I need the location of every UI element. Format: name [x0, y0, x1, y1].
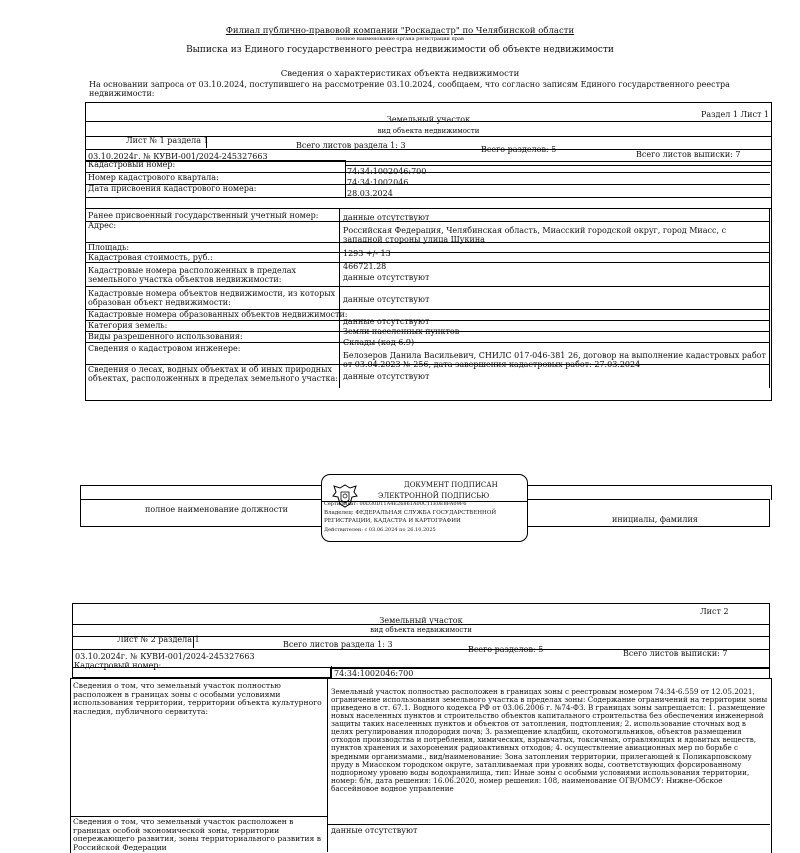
stamp-valid: Действителен: с 03.06.2024 по 26.10.2025: [324, 527, 436, 533]
cadastral-cost-label: Кадастровая стоимость, руб.:: [88, 253, 213, 262]
page1-doc-number: 03.10.2024г. № КУВИ-001/2024-245327663: [88, 152, 268, 161]
zone-info-label: Сведения о том, что земельный участок полностью расположен в границах зоны с особыми условиями использования территории, территории объекта культурного наследия, публичного сервитута:: [73, 681, 322, 717]
source-objects-label: Кадастровые номера объектов недвижимости, из которых образован объект недвижимости:: [88, 289, 336, 308]
natural-objects-value: данные отсутствуют: [343, 372, 430, 381]
page1-sheet-info: Лист № 1 раздела 1: [126, 136, 209, 145]
natural-objects-label: Сведения о лесах, водных объектах и об иных природных объектах, расположенных в пределах земельного участка:: [88, 365, 338, 384]
section-title: Сведения о характеристиках объекта недвижимости: [280, 69, 520, 79]
stamp-owner-1: Владелец: ФЕДЕРАЛЬНАЯ СЛУЖБА ГОСУДАРСТВЕННОЙ: [324, 510, 497, 516]
intro-text: На основании запроса от 03.10.2024, поступившего на рассмотрение 03.10.2024, сообщаем, что согласно записям Единого государственного реестра недвижимости:: [89, 80, 730, 99]
engineer-value: Белозеров Данила Васильевич, СНИЛС 017-046-381 26, договор на выполнение кадастровых работ от 03.04.2023 № 256, дата завершения кадастровых работ: 27.03.2024: [343, 351, 766, 370]
assign-date-label: Дата присвоения кадастрового номера:: [88, 184, 257, 193]
area-value: 1293 +/- 13: [343, 249, 391, 258]
contained-objects-value: данные отсутствуют: [343, 273, 430, 282]
address-label: Адрес:: [88, 221, 117, 230]
page2-header-table: [72, 603, 770, 668]
page2-sheet-info: Лист № 2 раздела 1: [117, 635, 200, 644]
page1-sheets-total: Всего листов выписки: 7: [636, 150, 741, 159]
prev-number-label: Ранее присвоенный государственный учетный номер:: [88, 211, 319, 220]
contained-objects-label: Кадастровые номера расположенных в пределах земельного участка объектов недвижимости:: [88, 266, 297, 285]
address-value: Российская Федерация, Челябинская область, Миасский городской округ, город Миасс, с западной стороны улица Щукина: [343, 226, 727, 245]
formed-objects-value: данные отсутствуют: [343, 317, 430, 326]
cadastral-number-value: 74:34:1002046:700: [347, 167, 427, 176]
engineer-label: Сведения о кадастровом инженере:: [88, 344, 241, 353]
page1-sections-total: Всего разделов: 5: [481, 145, 557, 154]
sez-label: Сведения о том, что земельный участок расположен в границах особой экономической зоны, территории опережающего развития, зоны территориального развития в Российской Федерации: [73, 818, 321, 852]
document-title: Выписка из Единого государственного реестра недвижимости об объекте недвижимости: [186, 45, 614, 55]
cadastral-number-label: Кадастровый номер:: [88, 160, 176, 169]
page2-sheets-total: Всего листов выписки: 7: [623, 649, 728, 658]
source-objects-value: данные отсутствуют: [343, 295, 430, 304]
permitted-use-label: Виды разрешенного использования:: [88, 332, 243, 341]
quarter-number-value: 74:34:1002046: [347, 178, 409, 187]
permitted-use-value: Склады (код 6.9): [343, 338, 415, 347]
page2-doc-number: 03.10.2024г. № КУВИ-001/2024-245327663: [75, 652, 255, 661]
page2-sheet: Лист 2: [700, 607, 729, 616]
organization-name: Филиал публично-правовой компании "Роскадастр" по Челябинской области: [225, 26, 575, 36]
name-caption: инициалы, фамилия: [612, 515, 698, 524]
page1-section-sheet: Раздел 1 Лист 1: [701, 110, 769, 119]
organization-caption: полное наименование органа регистрации прав: [336, 36, 464, 42]
zone-info-value: Земельный участок полностью расположен в границах зоны с реестровым номером 74:34-6.559 от 12.05.2021, ограничение использования земельного участка в пределах зоны: Содержание ограничений на территории зоны приведено в ст. 67.1. Водного кодекса РФ от 03.06.2006 г. №74-ФЗ. В границах зоны запрещается: 1. размещение новых населенных пунктов и строительство объектов капитального строительства без обеспечения инженерной защиты таких населенных пунктов и объектов от затопления, подтопления; 2. использование сточных вод в целях регулирования плодородия почв; 3. размещение кладбищ, скотомогильников, объектов размещения отходов производства и потребления, химических, взрывчатых, токсичных, отравляющих и ядовитых веществ, пунктов хранения и захоронения радиоактивных отходов; 4. осуществление авиационных мер по борьбе с вредными организмами., вид/наименование: Зона затопления территории, прилегающей к Поликарповскому пруду в Миасском городском округе, затапливаемая при уровнях воды, соответствующих форсированному подпорному уровню воды водохранилища, тип: Иные зоны с особыми условиями использования территории, номер: б/н, дата решения: 16.06.2020, номер решения: 108, наименование ОГВ/ОМСУ: Нижне-Обское бассейновое водное управление: [331, 688, 768, 793]
stamp-owner-2: РЕГИСТРАЦИИ, КАДАСТРА И КАРТОГРАФИИ: [324, 518, 461, 524]
page2-object-caption: вид объекта недвижимости: [370, 626, 472, 634]
cadastral-cost-value: 466721.28: [343, 262, 387, 271]
page2-cad-label: Кадастровый номер:: [74, 661, 162, 670]
page2-sections-total: Всего разделов: 5: [468, 645, 544, 654]
electronic-signature-stamp: [321, 474, 528, 542]
sez-value: данные отсутствуют: [331, 826, 418, 835]
land-category-value: Земли населенных пунктов: [343, 327, 460, 336]
page1-object-caption: вид объекта недвижимости: [377, 127, 480, 135]
area-label: Площадь:: [88, 243, 130, 252]
page1-sheets-section: Всего листов раздела 1: 3: [296, 141, 406, 150]
page2-sheets-section: Всего листов раздела 1: 3: [283, 640, 393, 649]
stamp-title-1: ДОКУМЕНТ ПОДПИСАН: [404, 481, 498, 489]
page1-object-type: Земельный участок: [386, 115, 471, 124]
prev-number-value: данные отсутствуют: [343, 213, 430, 222]
land-category-label: Категория земель:: [88, 321, 168, 330]
page2-cad-value: 74:34:1002046:700: [334, 669, 414, 678]
stamp-certificate: Сертификат: 00D30D11A4E26861A00C11E0E8FA09F6: [324, 501, 467, 507]
stamp-title-2: ЭЛЕКТРОННОЙ ПОДПИСЬЮ: [378, 492, 490, 500]
page2-object-type: Земельный участок: [379, 616, 463, 625]
position-caption: полное наименование должности: [145, 505, 288, 514]
assign-date-value: 28.03.2024: [347, 189, 393, 198]
quarter-number-label: Номер кадастрового квартала:: [88, 173, 219, 182]
formed-objects-label: Кадастровые номера образованных объектов недвижимости:: [88, 310, 348, 319]
